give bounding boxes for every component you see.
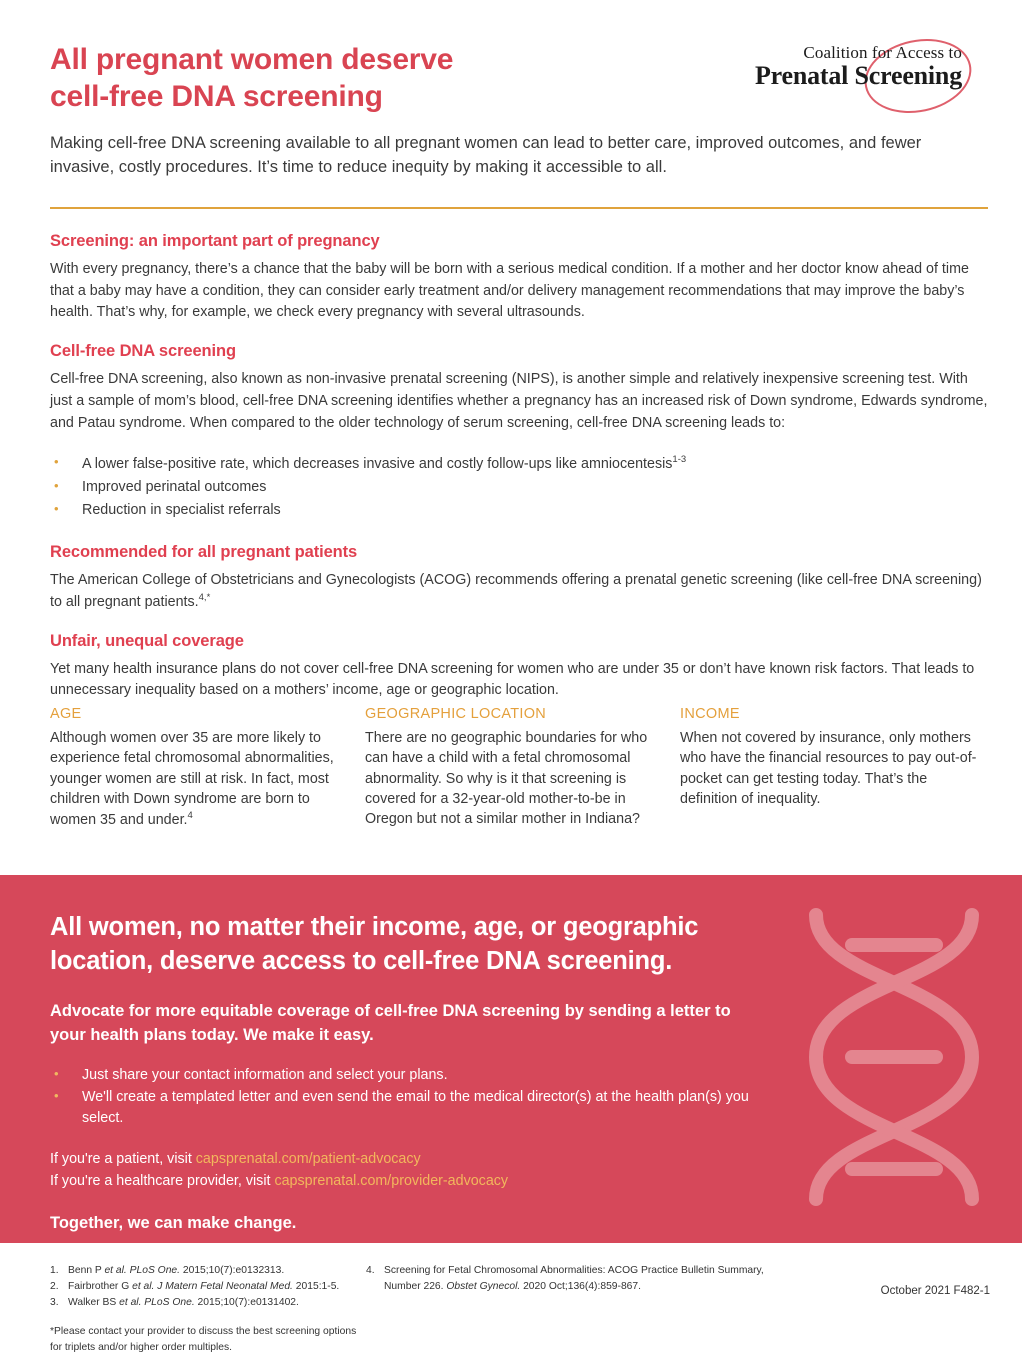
reference-journal: et al. PLoS One. (104, 1265, 181, 1276)
section-cfdna (50, 342, 990, 522)
section-cfdna-title: Cell-free DNA screening (50, 342, 236, 361)
patient-visit-label: If you're a patient, visit (50, 1151, 196, 1168)
references-column-right (366, 1263, 766, 1295)
document-code: October 2021 F482-1 (880, 1285, 990, 1297)
reference-item (50, 1295, 360, 1311)
column-income-body: When not covered by insurance, only mothers who have the financial resources to pay out-of-pocket can get testing today. That’s the definition of inequality. (680, 730, 977, 807)
column-age-body (50, 728, 350, 830)
reference-detail: 2015:1-5. (292, 1280, 340, 1292)
bullet-superscript: 1-3 (672, 454, 687, 466)
page-title (50, 42, 610, 115)
section-unfair-title: Unfair, unequal coverage (50, 631, 244, 650)
logo-line-1: Coalition for Access to (803, 43, 962, 62)
recommended-superscript: 4,* (198, 592, 211, 604)
reference-item (50, 1279, 360, 1295)
column-age (50, 706, 350, 830)
reference-number: 4. (366, 1265, 375, 1276)
main-content (50, 232, 990, 720)
logo-line-2: Prenatal Screening (754, 60, 962, 90)
reference-journal: et al. PLoS One. (119, 1296, 195, 1308)
banner-content (50, 911, 770, 1233)
reference-author: Fairbrother G (68, 1280, 133, 1292)
reference-journal: Obstet Gynecol. (446, 1280, 521, 1292)
asterisk-footnote: *Please contact your provider to discuss the best screening options for triplets and/or higher order multiples. (50, 1325, 357, 1353)
section-cfdna-body: Cell-free DNA screening, also known as non-invasive prenatal screening (NIPS), is another simple and relatively inexpensive screening test. With just a sample of mom’s blood, cell-free DNA screening identifies whether a pregnancy has an increased risk of Down syndrome, Edwards syndrome, and Patau syndrome. When compared to the older technology of serum screening, cell-free DNA screening leads to: (50, 371, 988, 431)
list-item: • Just share your contact information and select your plans. (50, 1065, 770, 1086)
organization-logo (684, 38, 974, 110)
gold-divider (50, 207, 988, 209)
page-header (0, 0, 1022, 130)
reference-number: 3. (50, 1296, 59, 1308)
section-recommended (50, 543, 990, 614)
inequity-columns (50, 706, 995, 830)
section-screening (50, 232, 990, 324)
list-item: • We'll create a templated letter and even send the email to the medical director(s) at the health plan(s) you select. (50, 1087, 770, 1130)
reference-detail: 2015;10(7):e0132313. (180, 1265, 285, 1276)
references-column-left (50, 1263, 360, 1356)
list-item (50, 476, 990, 499)
reference-number: 2. (50, 1280, 59, 1292)
recommended-body-text: The American College of Obstetricians and Gynecologists (ACOG) recommends offering a prenatal genetic screening (like cell-free DNA screening) to all pregnant patients. (50, 571, 982, 611)
page-subhead: Making cell-free DNA screening available to all pregnant women can lead to better care, improved outcomes, and fewer invasive, costly procedures. It’s time to reduce inequity by making it accessible to all. (50, 134, 922, 176)
column-geographic-location-title: GEOGRAPHIC LOCATION (365, 706, 547, 722)
reference-author: Walker BS (68, 1296, 120, 1308)
dna-helix-icon (794, 897, 994, 1217)
section-unfair (50, 632, 990, 702)
reference-item (50, 1263, 360, 1279)
reference-detail: 2015;10(7):e0131402. (194, 1296, 299, 1308)
column-geographic-location-body: There are no geographic boundaries for who can have a child with a fetal chromosomal abnormality. So why is it that screening is covered for a 32-year-old mother-to-be in Oregon but not a similar mother in Indiana? (365, 730, 648, 828)
banner-subhead: Advocate for more equitable coverage of cell-free DNA screening by sending a letter to your health plans today. We make it easy. (50, 1002, 731, 1044)
provider-visit-line (50, 1171, 770, 1192)
column-geographic-location (365, 706, 665, 830)
call-to-action-banner (0, 875, 1022, 1243)
section-screening-body: With every pregnancy, there’s a chance that the baby will be born with a serious medical condition. If a mother and her doctor know ahead of time that a baby may have a condition, they can consider early treatment and/or delivery management recommendations that may improve the baby’s health. That’s why, for example, we check every pregnancy with several ultrasounds. (50, 261, 969, 321)
column-age-superscript: 4 (187, 810, 193, 822)
reference-journal: et al. J Matern Fetal Neonatal Med. (132, 1280, 293, 1292)
page-footer (0, 1263, 1022, 1353)
reference-title: Screening for Fetal Chromosomal Abnormalities: ACOG Practice Bulletin Summary, Number 226. (384, 1265, 764, 1292)
banner-steps-list (50, 1065, 770, 1129)
column-age-title: AGE (50, 706, 82, 722)
column-income (680, 706, 980, 830)
bullet-text: Reduction in specialist referrals (82, 502, 281, 519)
column-income-title: INCOME (680, 706, 740, 722)
section-recommended-body (50, 570, 990, 614)
reference-author: Benn P (68, 1265, 105, 1276)
bullet-text: Improved perinatal outcomes (82, 479, 267, 496)
provider-visit-label: If you're a healthcare provider, visit (50, 1172, 275, 1189)
headline-line-1: All pregnant women deserve (50, 43, 454, 76)
section-recommended-title: Recommended for all pregnant patients (50, 542, 358, 561)
headline-line-2: cell-free DNA screening (50, 79, 383, 113)
banner-headline: All women, no matter their income, age, or geographic location, deserve access to cell-free DNA screening. (50, 913, 699, 975)
patient-advocacy-link[interactable]: capsprenatal.com/patient-advocacy (195, 1151, 421, 1168)
banner-closing-statement: Together, we can make change. (50, 1214, 297, 1233)
cfdna-benefit-list (50, 452, 990, 522)
section-unfair-body: Yet many health insurance plans do not cover cell-free DNA screening for women who are under 35 or don’t have known risk factors. That leads to unnecessary inequality based on a mothers’ income, age or geographic location. (50, 660, 975, 699)
patient-visit-line (50, 1149, 770, 1170)
bullet-text: A lower false-positive rate, which decreases invasive and costly follow-ups like amniocentesis (82, 456, 673, 473)
reference-item (366, 1263, 766, 1295)
list-item (50, 452, 990, 476)
reference-detail: 2020 Oct;136(4):859-867. (520, 1280, 642, 1292)
column-age-text: Although women over 35 are more likely to experience fetal chromosomal abnormalities, younger women are still at risk. In fact, most children with Down syndrome are born to women 35 and under. (50, 730, 334, 828)
section-screening-title: Screening: an important part of pregnancy (50, 232, 380, 250)
list-item (50, 499, 990, 522)
reference-number: 1. (50, 1265, 59, 1276)
logo-text (684, 44, 962, 90)
provider-advocacy-link[interactable]: capsprenatal.com/provider-advocacy (274, 1172, 509, 1189)
